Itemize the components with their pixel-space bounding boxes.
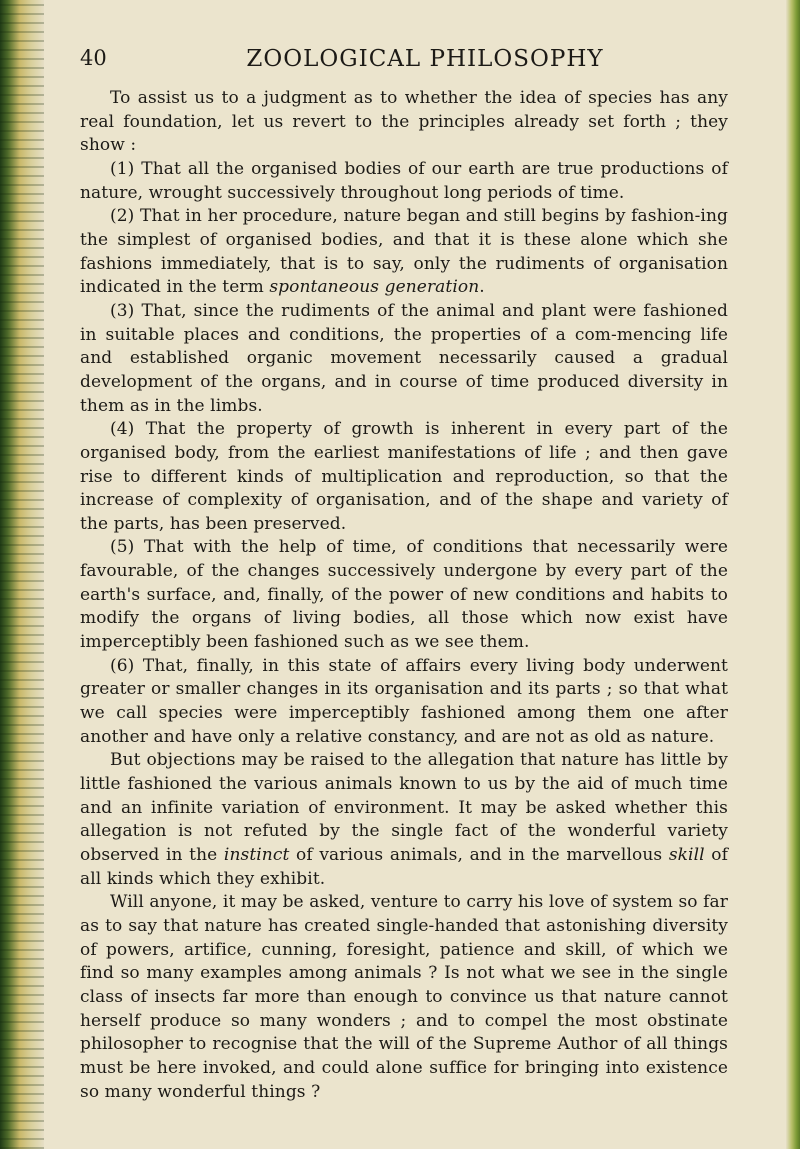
paragraph-text: . <box>479 277 485 298</box>
body-text <box>80 87 728 1104</box>
page-header <box>80 46 730 86</box>
italic-term-skill: skill <box>668 845 705 865</box>
page-left-edge <box>0 0 44 1149</box>
paragraph-text: (6) That, finally, in this state of affairs every living body underwent greater or smaller changes in its organisation and its parts ; so that what we call species were imperceptibly fashioned among them one after another and have only a relative constancy, and are not as old as nature. <box>80 655 728 747</box>
page-right-edge <box>786 0 800 1149</box>
paragraph-point-5 <box>80 536 728 654</box>
paragraph-point-6 <box>80 655 728 750</box>
paragraph-point-2 <box>80 205 728 300</box>
paragraph-text: (2) That in her procedure, nature began and still begins by fashion-ing the simplest of organised bodies, and that it is these alone which she fashions immediately, that is to say, only the rudiments of organisation indicated in the term <box>80 206 728 298</box>
paragraph-text: (1) That all the organised bodies of our earth are true productions of nature, wrought successively throughout long periods of time. <box>80 158 728 203</box>
paragraph-text: (5) That with the help of time, of conditions that necessarily were favourable, of the changes successively undergone by every part of the earth's surface, and, finally, of the power of new conditions and habits to modify the organs of living bodies, all those which now exist have imperceptibly been fashioned such as we see them. <box>80 537 728 653</box>
paragraph-text: of all kinds which they exhibit. <box>80 845 728 889</box>
page-number: 40 <box>80 46 107 70</box>
italic-term-instinct: instinct <box>223 845 290 865</box>
paragraph-question <box>80 891 728 1104</box>
paragraph-text: (3) That, since the rudiments of the animal and plant were fashioned in suitable places and conditions, the properties of a com-mencing life and established organic movement necessarily caused a gradual development of the organs, and in course of time produced diversity in them as in the limbs. <box>80 300 728 416</box>
paragraph-point-4 <box>80 418 728 536</box>
italic-term-spontaneous-generation: spontaneous generation <box>269 277 480 298</box>
paragraph-point-3 <box>80 300 728 418</box>
paragraph-text: To assist us to a judgment as to whether the idea of species has any real foundation, let us revert to the principles already set forth ; they show : <box>80 88 728 156</box>
paragraph-text: But objections may be raised to the allegation that nature has little by little fashioned the various animals known to us by the aid of much time and an infinite variation of environment. It may be asked whether this allegation is not refuted by the single fact of the wonderful variety observed in the <box>80 750 728 865</box>
paragraph-text: of various animals, and in the marvellous <box>289 845 669 865</box>
paragraph-point-1 <box>80 158 728 205</box>
paragraph-text: (4) That the property of growth is inherent in every part of the organised body, from the earliest manifestations of life ; and then gave rise to different kinds of multiplication and reproduction, so that the increase of complexity of organisation, and of the shape and variety of the parts, has been preserved. <box>80 419 728 534</box>
paragraph-intro <box>80 87 728 158</box>
running-title: ZOOLOGICAL PHILOSOPHY <box>246 46 604 72</box>
paragraph-text: Will anyone, it may be asked, venture to carry his love of system so far as to say that nature has created single-handed that astonishing diversity of powers, artifice, cunning, foresight, patience and skill, of which we find so many examples among animals ? Is not what we see in the single class of insects far more than enough to convince us that nature cannot herself produce so many wonders ; and to compel the most obstinate philosopher to recognise that the will of the Supreme Author of all things must be here invoked, and could alone suffice for bringing into existence so many wonderful things ? <box>80 892 728 1102</box>
paragraph-objections <box>80 749 728 891</box>
